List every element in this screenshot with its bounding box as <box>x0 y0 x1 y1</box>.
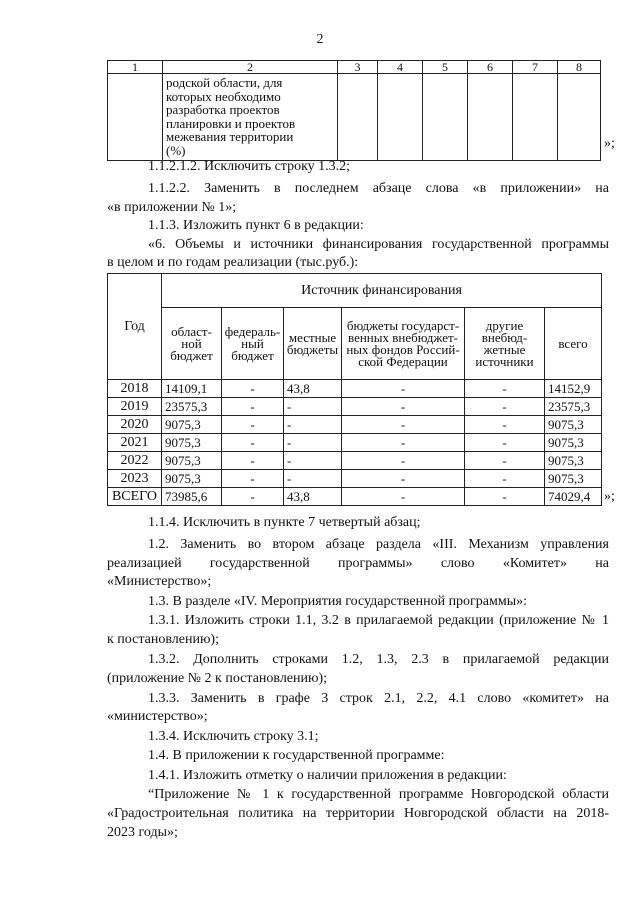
paragraph-cont: к постановлению); <box>107 632 219 647</box>
cell-other: - <box>465 488 545 506</box>
table-cell <box>108 74 163 161</box>
cell-local: - <box>284 470 342 488</box>
year-header: Год <box>108 274 162 380</box>
cell-total: 23575,3 <box>545 398 602 416</box>
cell-other: - <box>465 380 545 398</box>
table-row <box>108 398 602 416</box>
cell-year: 2020 <box>108 416 162 434</box>
col-extrabudgetary-funds: бюджеты государст- венных внебюджет- ных фондов Россий- ской Федерации <box>342 308 465 380</box>
cell-regional: 9075,3 <box>162 470 222 488</box>
paragraph-cont: «Градостроительная политика на территории Новгородской области на 2018- <box>107 806 609 821</box>
fin-table-closing-quote: »; <box>604 489 615 504</box>
table-closing-quote: »; <box>604 136 615 151</box>
table-row <box>108 416 602 434</box>
cell-other: - <box>465 434 545 452</box>
cell-total: 74029,4 <box>545 488 602 506</box>
paragraph-cont: в целом и по годам реализации (тыс.руб.): <box>107 255 359 270</box>
col-header-4: 4 <box>378 61 423 74</box>
col-regional-budget: област- ной бюджет <box>162 308 222 380</box>
cell-federal: - <box>222 488 284 506</box>
cell-other: - <box>465 416 545 434</box>
cell-year: 2021 <box>108 434 162 452</box>
cell-year: 2022 <box>108 452 162 470</box>
paragraph-cont: «министерство»; <box>107 709 208 724</box>
col-other-sources: другие внебюд- жетные источники <box>465 308 545 380</box>
col-header-2: 2 <box>163 61 338 74</box>
paragraph: 1.1.2.2. Заменить в последнем абзаце слова «в приложении» на <box>148 181 609 196</box>
cell-total: 9075,3 <box>545 416 602 434</box>
table-cell <box>378 74 423 161</box>
paragraph: 1.3.2. Дополнить строками 1.2, 1.3, 2.3 в прилагаемой редакции <box>148 652 609 667</box>
cell-federal: - <box>222 416 284 434</box>
table-row <box>108 380 602 398</box>
paragraph: 1.3.3. Заменить в графе 3 строк 2.1, 2.2, 4.1 слово «комитет» на <box>148 691 609 706</box>
paragraph-cont: (приложение № 2 к постановлению); <box>107 671 328 686</box>
col-header-1: 1 <box>108 61 163 74</box>
table-row <box>108 452 602 470</box>
paragraph-cont: реализацией государственной программы» слово «Комитет» на <box>107 556 609 571</box>
cell-funds: - <box>342 380 465 398</box>
cell-other: - <box>465 470 545 488</box>
paragraph-cont: «Министерство»; <box>107 574 212 589</box>
cell-federal: - <box>222 434 284 452</box>
table-cell <box>423 74 468 161</box>
cell-federal: - <box>222 452 284 470</box>
col-header-3: 3 <box>338 61 378 74</box>
table-cell <box>468 74 513 161</box>
cell-total: 14152,9 <box>545 380 602 398</box>
cell-local: - <box>284 434 342 452</box>
col-local-budgets: местные бюджеты <box>284 308 342 380</box>
paragraph: «6. Объемы и источники финансирования государственной программы <box>148 237 609 252</box>
cell-local: 43,8 <box>284 380 342 398</box>
table-row <box>108 488 602 506</box>
cell-year: 2019 <box>108 398 162 416</box>
paragraph-cont: «в приложении № 1»; <box>107 200 237 215</box>
col-header-6: 6 <box>468 61 513 74</box>
table-cell <box>513 74 558 161</box>
cell-funds: - <box>342 488 465 506</box>
cell-total: 9075,3 <box>545 434 602 452</box>
paragraph: “Приложение № 1 к государственной программе Новгородской области <box>148 787 609 802</box>
paragraph: 1.3.1. Изложить строки 1.1, 3.2 в прилагаемой редакции (приложение № 1 <box>148 613 609 628</box>
source-header: Источник финансирования <box>162 274 602 308</box>
col-total: всего <box>545 308 602 380</box>
continued-text: родской области, для которых необходимо разработка проектов планировки и проектов межевания территории (%) <box>166 75 296 158</box>
cell-regional: 14109,1 <box>162 380 222 398</box>
paragraph: 1.3.4. Исключить строку 3.1; <box>148 729 319 744</box>
col-header-7: 7 <box>513 61 558 74</box>
cell-local: - <box>284 452 342 470</box>
cell-regional: 9075,3 <box>162 452 222 470</box>
cell-federal: - <box>222 380 284 398</box>
paragraph-cont: 2023 годы»; <box>107 825 178 840</box>
table-row <box>108 434 602 452</box>
cell-other: - <box>465 452 545 470</box>
table-row <box>108 470 602 488</box>
paragraph: 1.1.2.1.2. Исключить строку 1.3.2; <box>148 159 351 174</box>
cell-local: - <box>284 416 342 434</box>
paragraph: 1.4. В приложении к государственной программе: <box>148 748 445 763</box>
cell-funds: - <box>342 416 465 434</box>
col-header-5: 5 <box>423 61 468 74</box>
cell-funds: - <box>342 470 465 488</box>
col-federal-budget: федераль- ный бюджет <box>222 308 284 380</box>
page-number: 2 <box>316 32 324 47</box>
table-cell-continued-text <box>163 74 338 161</box>
cell-funds: - <box>342 452 465 470</box>
table-cell <box>338 74 378 161</box>
paragraph: 1.4.1. Изложить отметку о наличии приложения в редакции: <box>148 768 507 783</box>
paragraph: 1.1.4. Исключить в пункте 7 четвертый абзац; <box>148 515 421 530</box>
financing-table <box>107 273 602 506</box>
cell-federal: - <box>222 398 284 416</box>
cell-funds: - <box>342 434 465 452</box>
continued-table <box>107 60 601 161</box>
cell-total: 9075,3 <box>545 470 602 488</box>
cell-regional: 9075,3 <box>162 416 222 434</box>
cell-local: - <box>284 398 342 416</box>
paragraph: 1.2. Заменить во втором абзаце раздела «III. Механизм управления <box>148 537 609 552</box>
col-header-8: 8 <box>558 61 601 74</box>
paragraph: 1.1.3. Изложить пункт 6 в редакции: <box>148 218 364 233</box>
cell-year: ВСЕГО <box>108 488 162 506</box>
cell-regional: 9075,3 <box>162 434 222 452</box>
cell-year: 2018 <box>108 380 162 398</box>
cell-local: 43,8 <box>284 488 342 506</box>
cell-other: - <box>465 398 545 416</box>
cell-funds: - <box>342 398 465 416</box>
table-cell <box>558 74 601 161</box>
cell-year: 2023 <box>108 470 162 488</box>
cell-regional: 23575,3 <box>162 398 222 416</box>
cell-federal: - <box>222 470 284 488</box>
cell-total: 9075,3 <box>545 452 602 470</box>
paragraph: 1.3. В разделе «IV. Мероприятия государственной программы»: <box>148 594 528 609</box>
cell-regional: 73985,6 <box>162 488 222 506</box>
